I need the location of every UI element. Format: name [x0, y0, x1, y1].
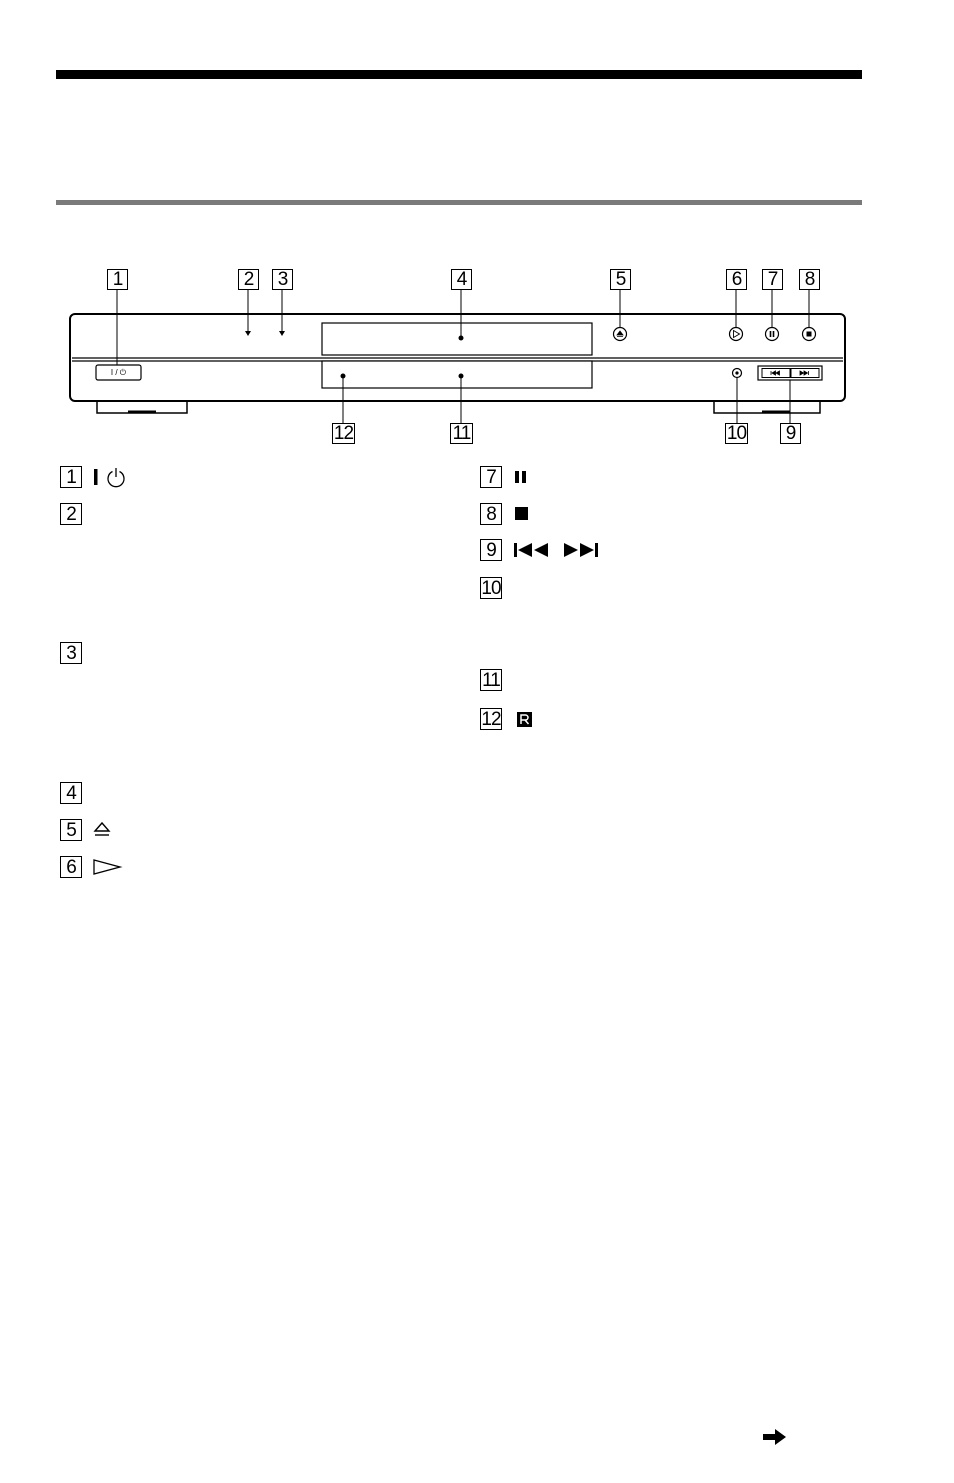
callout-10: 10	[726, 423, 747, 444]
callout-11: 11	[450, 423, 473, 444]
power-button-label: I / ⏻	[110, 367, 127, 377]
eject-icon	[92, 819, 114, 841]
legend-item-10	[480, 577, 502, 599]
callout-6: 6	[726, 269, 747, 290]
legend-item-12	[480, 708, 534, 730]
callout-2: 2	[238, 269, 259, 290]
legend-item-4	[60, 782, 82, 804]
stop-icon	[512, 503, 532, 525]
legend-item-3	[60, 642, 82, 664]
legend-callout-8: 8	[480, 503, 502, 525]
legend-callout-7: 7	[480, 466, 502, 488]
legend-callout-3: 3	[60, 642, 82, 664]
legend-item-8	[480, 503, 532, 525]
callout-5: 5	[610, 269, 631, 290]
legend-callout-1: 1	[60, 466, 82, 488]
legend-callout-4: 4	[60, 782, 82, 804]
legend-item-1	[60, 466, 126, 488]
callout-12: 12	[333, 423, 354, 444]
pause-icon	[512, 466, 532, 488]
callout-1: 1	[107, 269, 128, 290]
legend-item-9	[480, 539, 604, 561]
front-panel-drawing	[0, 260, 954, 460]
legend-callout-5: 5	[60, 819, 82, 841]
front-panel-diagram	[0, 260, 954, 460]
legend-item-6	[60, 856, 124, 878]
callout-9: 9	[780, 423, 801, 444]
callout-8: 8	[799, 269, 820, 290]
legend-callout-9: 9	[480, 539, 502, 561]
legend-item-2	[60, 503, 82, 525]
continued-arrow-icon	[762, 1428, 788, 1451]
play-icon	[92, 856, 124, 878]
previous-track-icon	[512, 539, 554, 561]
legend-item-11	[480, 669, 502, 691]
legend-callout-10: 10	[481, 577, 501, 599]
remote-sensor-icon	[516, 708, 534, 730]
callout-3: 3	[272, 269, 293, 290]
callout-7: 7	[762, 269, 783, 290]
next-track-icon	[562, 539, 604, 561]
legend-item-5	[60, 819, 114, 841]
legend-callout-6: 6	[60, 856, 82, 878]
top-thick-rule	[56, 70, 862, 79]
section-gray-rule	[56, 200, 862, 205]
legend-callout-11: 11	[480, 669, 502, 691]
legend-callout-2: 2	[60, 503, 82, 525]
legend-item-7	[480, 466, 532, 488]
legend-callout-12: 12	[481, 708, 501, 730]
power-icon	[92, 466, 126, 488]
callout-4: 4	[451, 269, 472, 290]
